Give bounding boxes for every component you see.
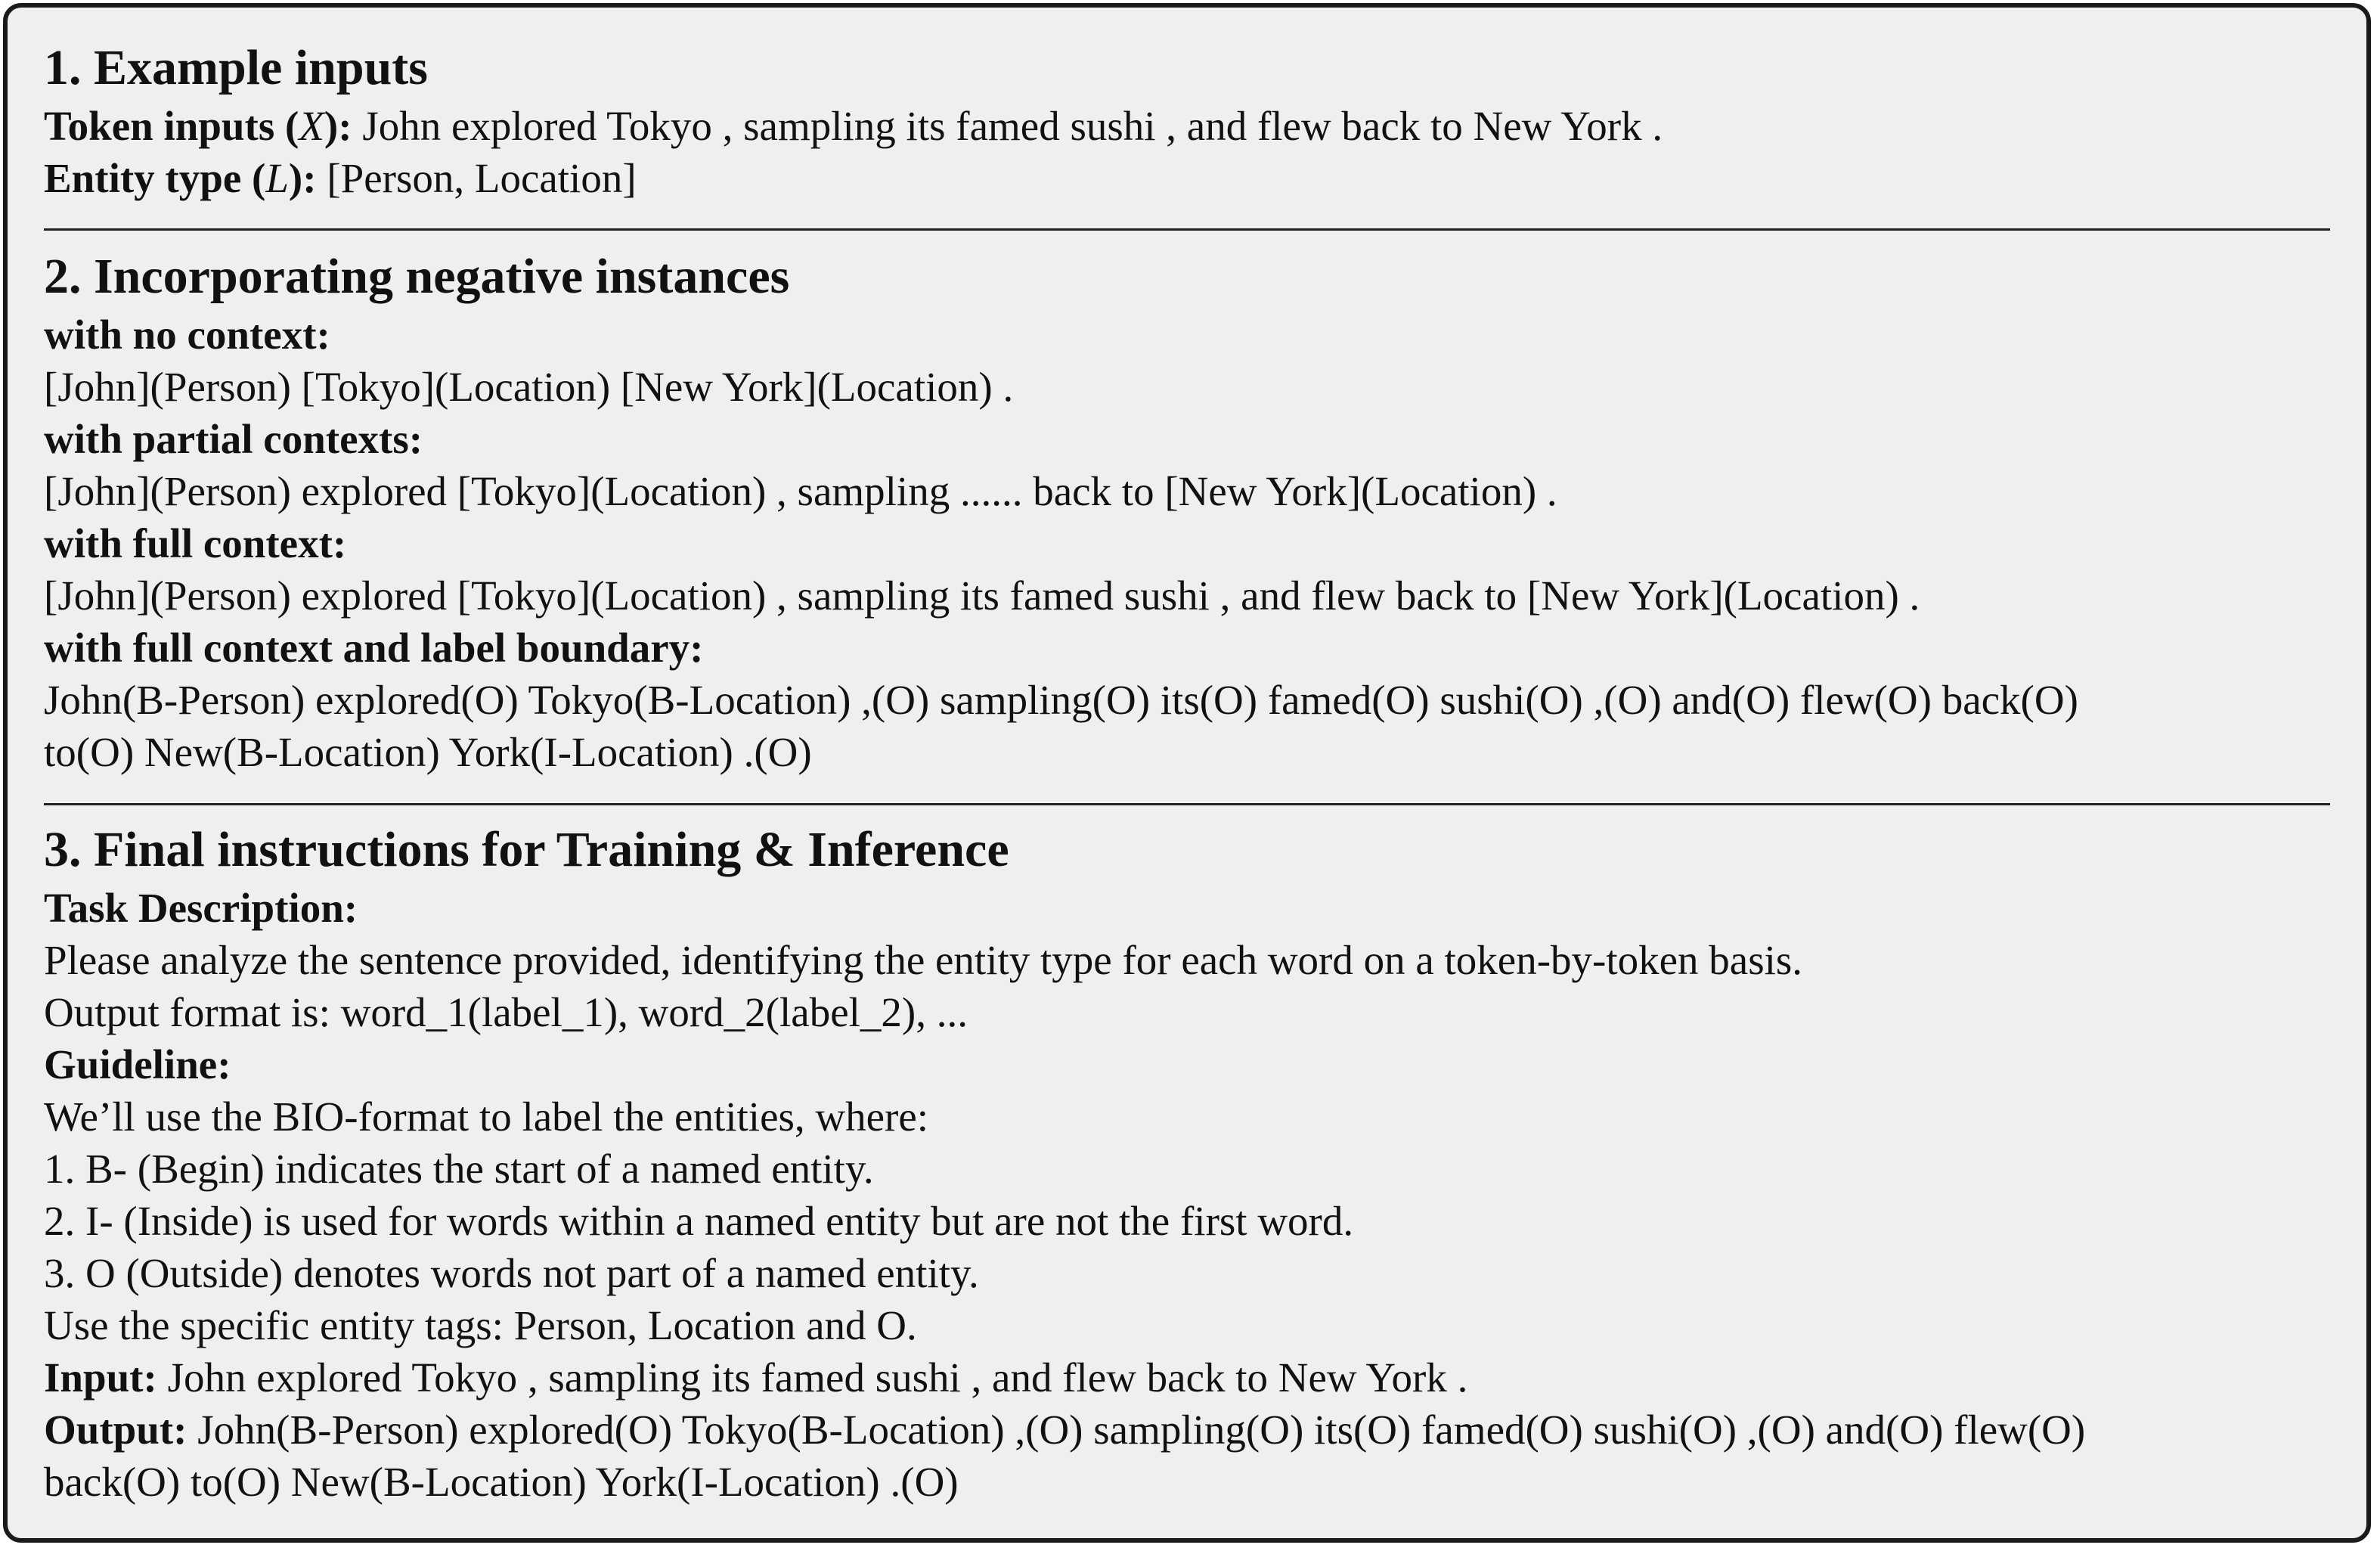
guideline-line-1: We’ll use the BIO-format to label the entities, where: bbox=[44, 1093, 929, 1140]
task-description-line-2: Output format is: word_1(label_1), word_2(label_2), ... bbox=[44, 989, 968, 1035]
output-label: Output: bbox=[44, 1407, 187, 1453]
output-line-2: back(O) to(O) New(B-Location) York(I-Location) .(O) bbox=[44, 1459, 959, 1505]
prompt-figure-box bbox=[3, 3, 2371, 1543]
section-2-heading: 2. Incorporating negative instances bbox=[44, 249, 790, 304]
label-boundary-example-line-1: John(B-Person) explored(O) Tokyo(B-Location) ,(O) sampling(O) its(O) famed(O) sushi(O) ,(O) and(O) flew(O) back(O) bbox=[44, 677, 2078, 723]
no-context-example: [John](Person) [Tokyo](Location) [New York](Location) . bbox=[44, 364, 1014, 410]
section-3-heading: 3. Final instructions for Training & Inference bbox=[44, 822, 1009, 877]
input-label: Input: bbox=[44, 1354, 157, 1401]
output-value-1: John(B-Person) explored(O) Tokyo(B-Location) ,(O) sampling(O) its(O) famed(O) sushi(O) ,(O) and(O) flew(O) bbox=[187, 1407, 2086, 1453]
token-inputs-value: John explored Tokyo , sampling its famed sushi , and flew back to New York . bbox=[352, 103, 1663, 149]
input-line bbox=[44, 1351, 2330, 1404]
full-context-label: with full context: bbox=[44, 520, 347, 566]
partial-context-example: [John](Person) explored [Tokyo](Location) , sampling ...... back to [New York](Location) . bbox=[44, 468, 1557, 514]
section-1-heading: 1. Example inputs bbox=[44, 40, 428, 95]
token-inputs-line bbox=[44, 100, 2330, 152]
section-example-inputs bbox=[44, 36, 2330, 204]
guideline-line-5: Use the specific entity tags: Person, Location and O. bbox=[44, 1302, 917, 1348]
output-line-1 bbox=[44, 1404, 2330, 1456]
task-description-line-1: Please analyze the sentence provided, identifying the entity type for each word on a token-by-token basis. bbox=[44, 937, 1803, 983]
entity-type-label: Entity type (L): bbox=[44, 155, 317, 201]
label-boundary-example-line-2: to(O) New(B-Location) York(I-Location) .(O) bbox=[44, 729, 812, 775]
var-x: X bbox=[299, 103, 324, 149]
task-description-label: Task Description: bbox=[44, 885, 358, 931]
input-value: John explored Tokyo , sampling its famed sushi , and flew back to New York . bbox=[156, 1354, 1468, 1401]
var-l: L bbox=[265, 155, 289, 201]
divider-1 bbox=[44, 228, 2330, 231]
entity-type-value: [Person, Location] bbox=[316, 155, 637, 201]
no-context-label: with no context: bbox=[44, 312, 330, 358]
guideline-line-4: 3. O (Outside) denotes words not part of a named entity. bbox=[44, 1250, 979, 1296]
divider-2 bbox=[44, 803, 2330, 805]
token-inputs-label: Token inputs (X): bbox=[44, 103, 352, 149]
guideline-line-3: 2. I- (Inside) is used for words within a named entity but are not the first word. bbox=[44, 1198, 1354, 1244]
guideline-line-2: 1. B- (Begin) indicates the start of a named entity. bbox=[44, 1146, 874, 1192]
partial-context-label: with partial contexts: bbox=[44, 416, 423, 462]
label-boundary-label: with full context and label boundary: bbox=[44, 625, 704, 671]
entity-type-line bbox=[44, 152, 2330, 204]
guideline-label: Guideline: bbox=[44, 1041, 231, 1087]
full-context-example: [John](Person) explored [Tokyo](Location) , sampling its famed sushi , and flew back to [New York](Location) . bbox=[44, 572, 1920, 619]
section-negative-instances bbox=[44, 245, 2330, 778]
section-final-instructions bbox=[44, 818, 2330, 1508]
